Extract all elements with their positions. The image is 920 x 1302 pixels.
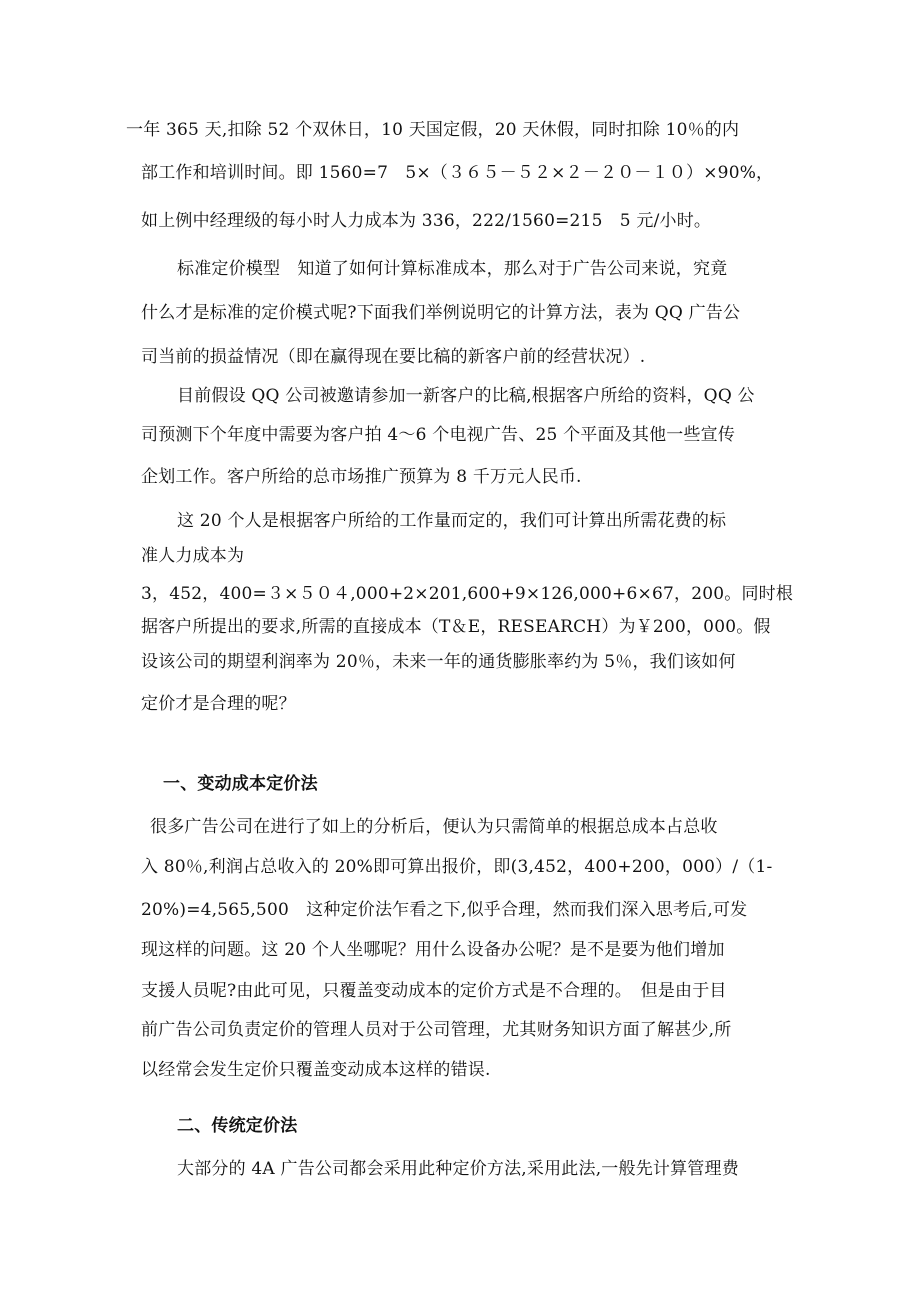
text-line: 部工作和培训时间。即 1560=7 5×（３６５－５２×２－２０－１０）×90%， <box>141 163 774 183</box>
text-line: 设该公司的期望利润率为 20％，未来一年的通货膨胀率约为 5％，我们该如何 <box>141 652 736 672</box>
text-line: 什么才是标准的定价模式呢?下面我们举例说明它的计算方法，表为 QQ 广告公 <box>141 303 741 323</box>
text-line: 前广告公司负责定价的管理人员对于公司管理，尤其财务知识方面了解甚少,所 <box>141 1020 732 1040</box>
text-line: 以经常会发生定价只覆盖变动成本这样的错误. <box>141 1060 491 1080</box>
text-line: 据客户所提出的要求,所需的直接成本（T＆E，RESEARCH）为￥200，000。假 <box>141 617 771 637</box>
text-line: 定价才是合理的呢？ <box>141 694 296 714</box>
text-line: 这 20 个人是根据客户所给的工作量而定的，我们可计算出所需花费的标 <box>177 511 727 531</box>
text-line: 3，452，400=３×５０４,000+2×201,600+9×126,000+6×67，200。同时根 <box>141 584 794 604</box>
section-heading: 二、传统定价法 <box>177 1116 298 1136</box>
text-line: 司预测下个年度中需要为客户拍 4～6 个电视广告、25 个平面及其他一些宣传 <box>141 425 736 445</box>
text-line: 司当前的损益情况（即在赢得现在要比稿的新客户前的经营状况）. <box>141 347 646 367</box>
text-line: 现这样的问题。这 20 个人坐哪呢？用什么设备办公呢？是不是要为他们增加 <box>141 940 725 960</box>
text-line: 20%)=4,565,500 这种定价法乍看之下,似乎合理，然而我们深入思考后,可发 <box>141 900 748 920</box>
text-line: 大部分的 4A 广告公司都会采用此种定价方法,采用此法,一般先计算管理费 <box>177 1159 739 1179</box>
section-heading: 一、变动成本定价法 <box>163 774 318 794</box>
text-line: 目前假设 QQ 公司被邀请参加一新客户的比稿,根据客户所给的资料，QQ 公 <box>177 386 755 406</box>
text-line: 准人力成本为 <box>141 546 245 566</box>
text-line: 很多广告公司在进行了如上的分析后，便认为只需简单的根据总成本占总收 <box>150 817 718 837</box>
text-line: 如上例中经理级的每小时人力成本为 336，222/1560=215 5 元/小时。 <box>141 211 712 231</box>
text-line: 标准定价模型 知道了如何计算标准成本，那么对于广告公司来说，究竟 <box>177 259 728 279</box>
text-line: 一年 365 天,扣除 52 个双休日，10 天国定假，20 天休假，同时扣除 10％的内 <box>126 120 740 140</box>
text-line: 入 80％,利润占总收入的 20%即可算出报价，即(3,452，400+200，000）/（1- <box>141 857 773 877</box>
text-line: 支援人员呢?由此可见，只覆盖变动成本的定价方式是不合理的。 但是由于目 <box>141 981 727 1001</box>
text-line: 企划工作。客户所给的总市场推广预算为 8 千万元人民币. <box>141 467 582 487</box>
